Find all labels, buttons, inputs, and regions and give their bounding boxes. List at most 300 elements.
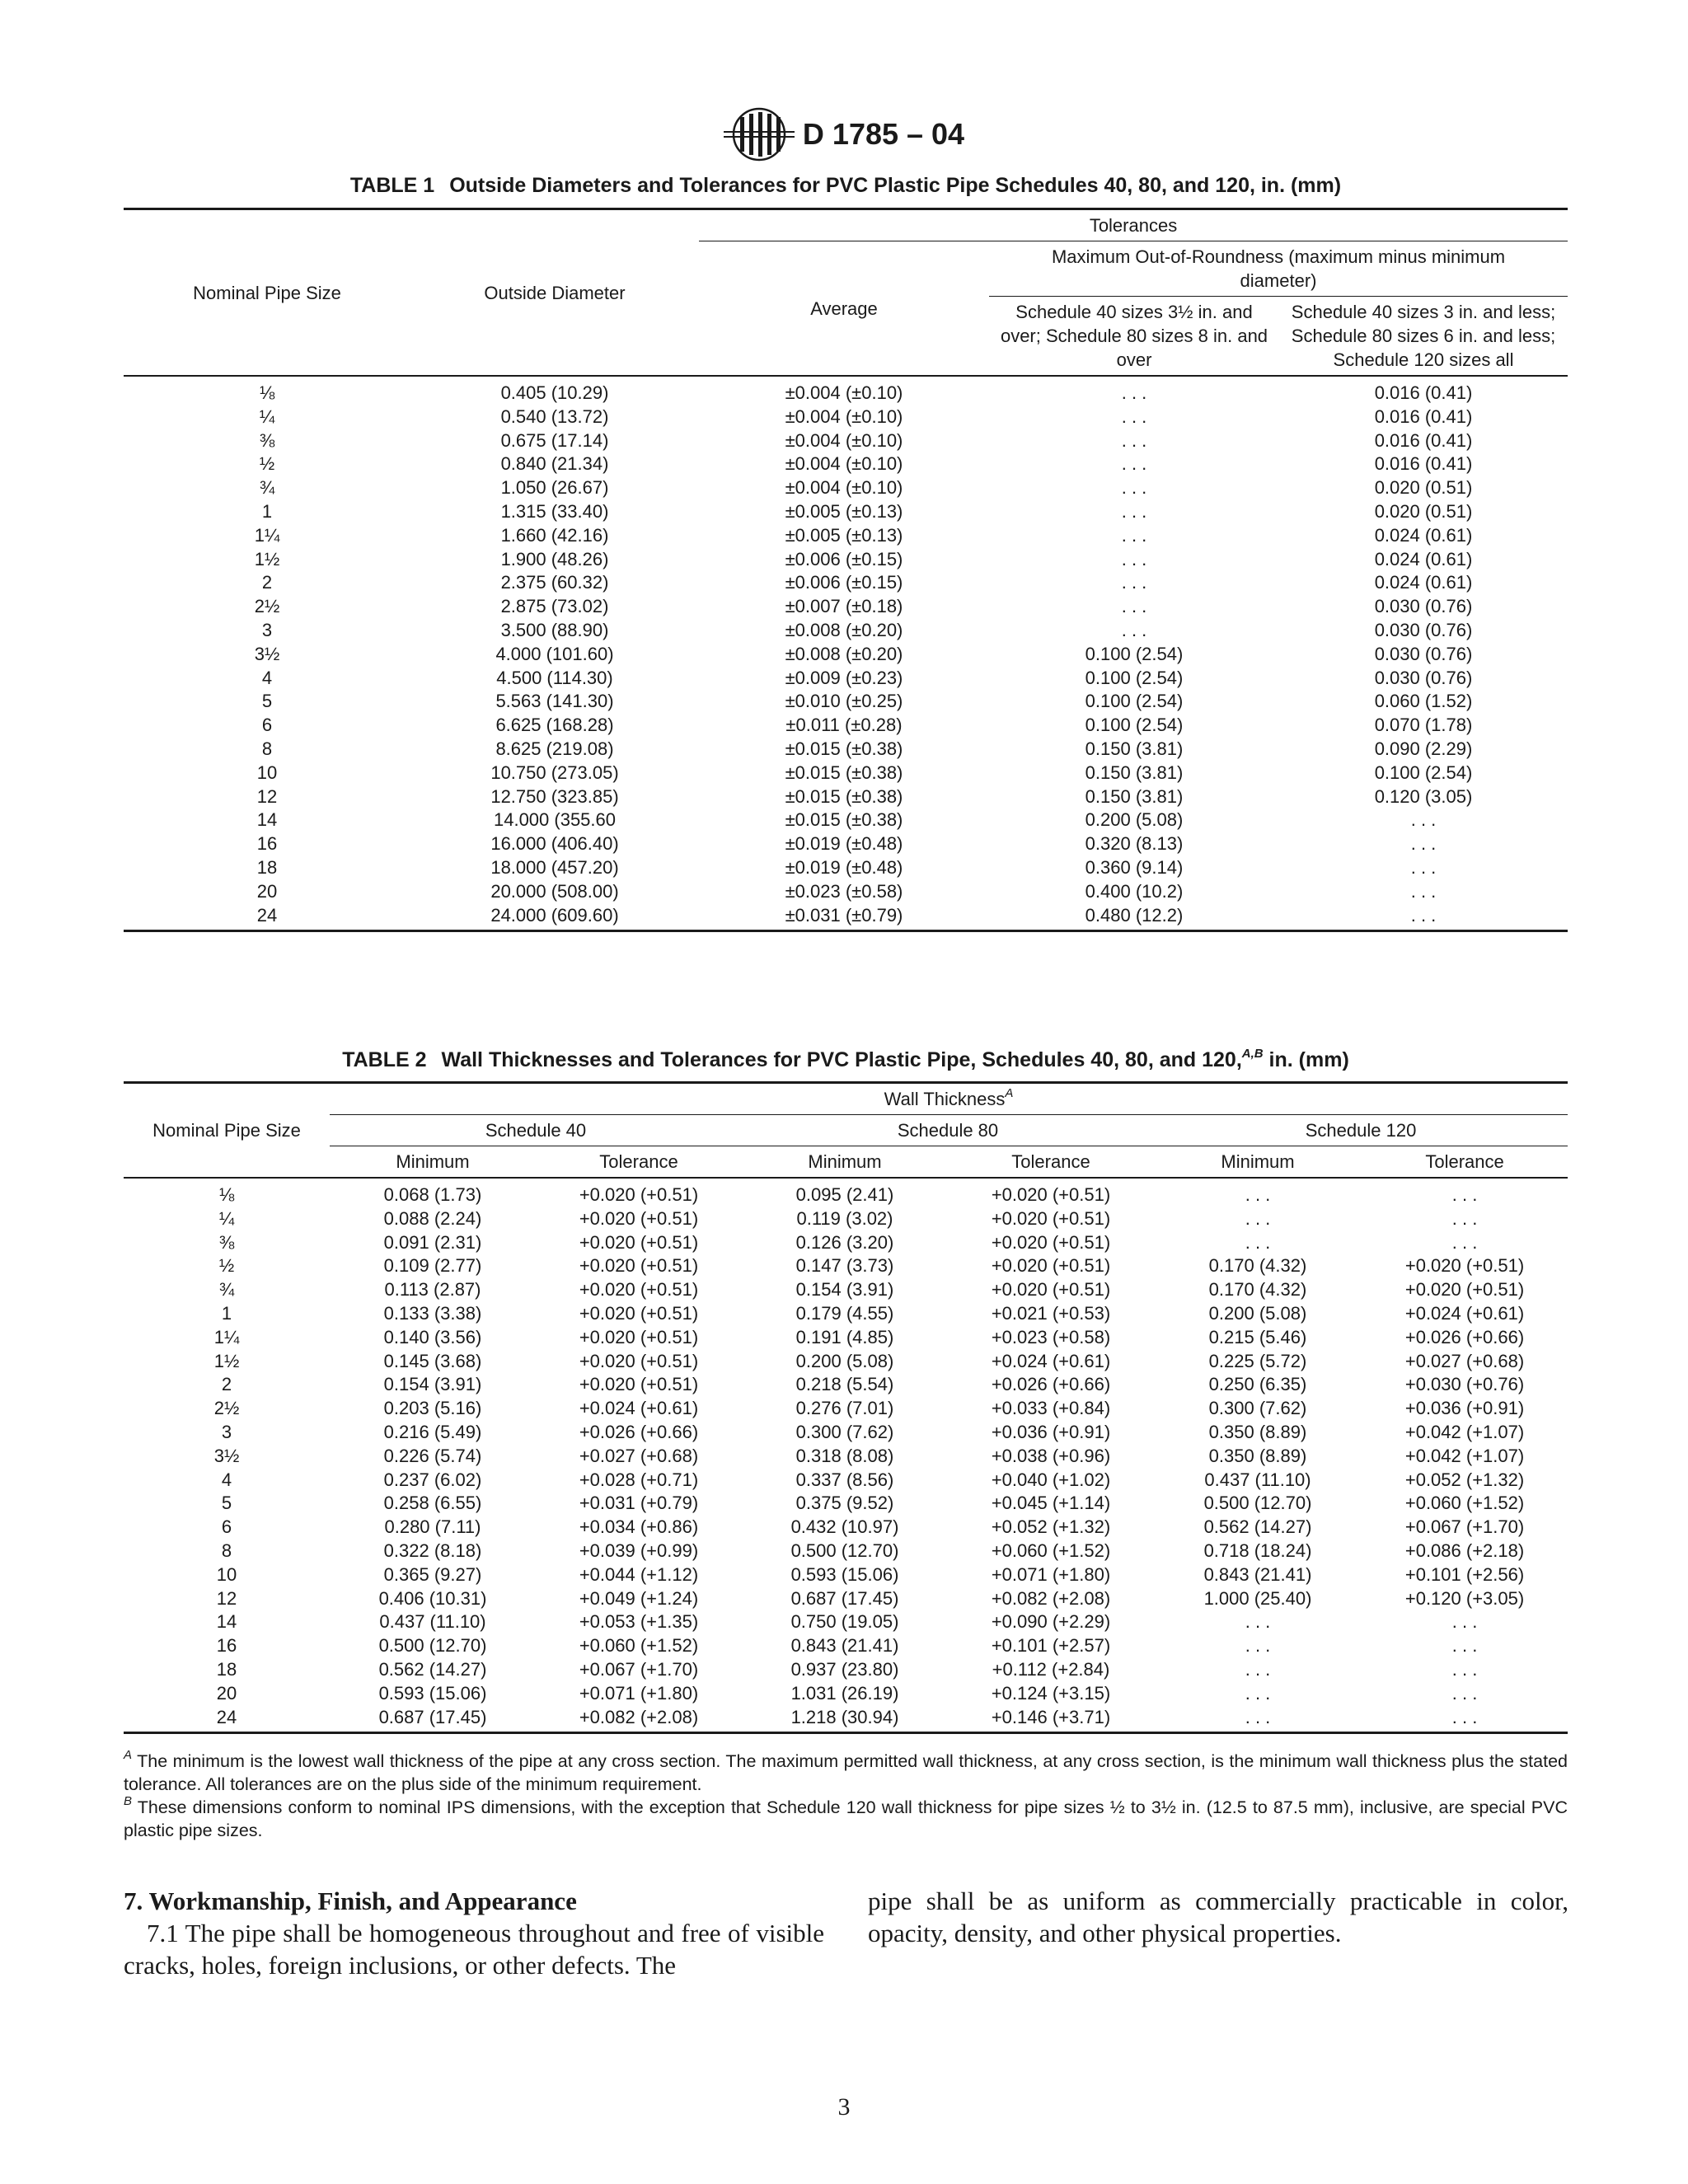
table2-label: TABLE 2 <box>342 1048 427 1071</box>
cell-sch120-minimum: 0.843 (21.41) <box>1203 1563 1312 1585</box>
cell-sch40-tolerance: +0.020 (+0.51) <box>579 1326 699 1347</box>
cell-sch80-tolerance: +0.090 (+2.29) <box>991 1611 1111 1633</box>
cell-average-tolerance: ±0.004 (±0.10) <box>785 429 903 451</box>
cell-sch80-tolerance: +0.045 (+1.14) <box>991 1493 1111 1514</box>
table2-header-sch120-minimum: Minimum <box>1221 1151 1295 1172</box>
cell-outside-diameter: 1.660 (42.16) <box>500 524 609 546</box>
cell-sch80-tolerance: +0.052 (+1.32) <box>991 1516 1111 1538</box>
cell-outside-diameter: 18.000 (457.20) <box>490 856 619 878</box>
cell-outside-diameter: 10.750 (273.05) <box>490 762 619 783</box>
cell-average-tolerance: ±0.015 (±0.38) <box>785 785 903 807</box>
cell-sch120-tolerance: . . . <box>1451 1184 1478 1205</box>
cell-sch80-minimum: 1.031 (26.19) <box>790 1682 899 1704</box>
cell-average-tolerance: ±0.015 (±0.38) <box>785 809 903 831</box>
cell-average-tolerance: ±0.015 (±0.38) <box>785 762 903 783</box>
cell-average-tolerance: ±0.031 (±0.79) <box>699 904 989 931</box>
cell-sch120-minimum: 0.350 (8.89) <box>1208 1445 1307 1466</box>
table1-header-od: Outside Diameter <box>410 209 699 377</box>
footnote-b-mark: B <box>124 1793 133 1808</box>
cell-nominal-size: 10 <box>216 1563 237 1585</box>
table-row <box>124 1373 1568 1397</box>
cell-sch80-minimum: 0.126 (3.20) <box>795 1231 894 1253</box>
astm-logo-icon <box>724 105 795 163</box>
table2-header-sch80-tolerance: Tolerance <box>1011 1151 1090 1172</box>
table-row <box>124 405 1568 429</box>
cell-oor-small-sizes: 0.016 (0.41) <box>1374 429 1473 451</box>
cell-outside-diameter: 5.563 (141.30) <box>495 691 614 712</box>
table2 <box>124 1081 1568 1734</box>
cell-average-tolerance: ±0.005 (±0.13) <box>785 500 903 522</box>
table2-header-sch40-minimum: Minimum <box>396 1151 470 1172</box>
cell-sch80-minimum: 0.687 (17.45) <box>790 1587 899 1609</box>
cell-sch120-tolerance: +0.030 (+0.76) <box>1404 1374 1525 1395</box>
cell-oor-small-sizes: 0.030 (0.76) <box>1374 667 1473 688</box>
cell-outside-diameter: 0.675 (17.14) <box>500 429 609 451</box>
cell-nominal-size: 1½ <box>213 1350 240 1371</box>
cell-sch40-tolerance: +0.053 (+1.35) <box>579 1611 699 1633</box>
footnote-b-text: These dimensions conform to nominal IPS dimensions, with the exception that Schedule 120 wall thickness for pipe sizes ½ to 3½ in. (12.5 to 87.5 mm), inclusive, are special PVC plastic pipe sizes. <box>124 1797 1568 1840</box>
cell-sch120-tolerance: +0.042 (+1.07) <box>1404 1421 1525 1442</box>
cell-oor-large-sizes: 0.150 (3.81) <box>1085 738 1184 759</box>
table-row <box>124 1610 1568 1634</box>
cell-sch40-minimum: 0.088 (2.24) <box>383 1207 482 1229</box>
table1-header-oor-small-line3: Schedule 120 sizes all <box>1333 349 1514 370</box>
cell-sch40-minimum: 0.068 (1.73) <box>383 1184 482 1205</box>
cell-oor-large-sizes: . . . <box>1121 572 1147 593</box>
cell-nominal-size: 24 <box>124 904 410 931</box>
cell-sch80-minimum: 1.218 (30.94) <box>742 1706 948 1733</box>
table-row <box>124 762 1568 785</box>
table2-title-footnote-marks: A,B <box>1241 1046 1264 1061</box>
table-row <box>124 1231 1568 1255</box>
cell-nominal-size: 8 <box>261 738 273 759</box>
cell-sch120-minimum: 0.562 (14.27) <box>1203 1516 1312 1538</box>
cell-sch80-minimum: 0.375 (9.52) <box>795 1493 894 1514</box>
cell-nominal-size: ¼ <box>259 405 275 427</box>
cell-nominal-size: 4 <box>261 667 273 688</box>
cell-nominal-size: 10 <box>256 762 278 783</box>
table-row <box>124 667 1568 691</box>
document-id: D 1785 – 04 <box>802 117 965 151</box>
table-row <box>124 571 1568 595</box>
cell-oor-large-sizes: 0.100 (2.54) <box>1085 667 1184 688</box>
cell-outside-diameter: 2.875 (73.02) <box>500 596 609 617</box>
cell-sch120-tolerance: +0.020 (+0.51) <box>1404 1255 1525 1277</box>
cell-sch120-minimum: 1.000 (25.40) <box>1203 1587 1312 1609</box>
cell-sch80-minimum: 0.843 (21.41) <box>790 1635 899 1657</box>
cell-oor-small-sizes: 0.016 (0.41) <box>1374 405 1473 427</box>
cell-average-tolerance: ±0.004 (±0.10) <box>785 382 903 403</box>
cell-nominal-size: ½ <box>218 1255 235 1277</box>
cell-oor-small-sizes: 0.024 (0.61) <box>1374 548 1473 569</box>
table-row <box>124 808 1568 832</box>
table2-header-sch80: Schedule 80 <box>742 1115 1154 1146</box>
cell-outside-diameter: 0.540 (13.72) <box>500 405 609 427</box>
table2-header-sch120-tolerance: Tolerance <box>1425 1151 1504 1172</box>
cell-sch40-tolerance: +0.020 (+0.51) <box>579 1302 699 1324</box>
table-row <box>124 1492 1568 1516</box>
cell-sch40-tolerance: +0.024 (+0.61) <box>579 1398 699 1419</box>
body-column-left <box>124 1885 824 1981</box>
cell-outside-diameter: 1.900 (48.26) <box>500 548 609 569</box>
cell-sch40-minimum: 0.687 (17.45) <box>330 1706 536 1733</box>
cell-sch120-minimum: 0.170 (4.32) <box>1208 1279 1307 1301</box>
table1-title: Outside Diameters and Tolerances for PVC Plastic Pipe Schedules 40, 80, and 120, in. (mm) <box>449 174 1342 197</box>
cell-oor-small-sizes: 0.020 (0.51) <box>1374 500 1473 522</box>
cell-sch40-minimum: 0.437 (11.10) <box>379 1611 486 1633</box>
table-row <box>124 524 1568 548</box>
cell-sch80-minimum: 0.154 (3.91) <box>795 1279 894 1301</box>
cell-sch120-tolerance: +0.067 (+1.70) <box>1404 1516 1525 1538</box>
cell-sch80-minimum: 0.276 (7.01) <box>795 1398 894 1419</box>
cell-sch80-tolerance: +0.071 (+1.80) <box>991 1563 1111 1585</box>
cell-nominal-size: 16 <box>216 1635 237 1657</box>
cell-sch80-minimum: 0.750 (19.05) <box>790 1611 899 1633</box>
cell-sch40-tolerance: +0.034 (+0.86) <box>579 1516 699 1538</box>
table-row <box>124 1587 1568 1611</box>
cell-sch80-tolerance: +0.021 (+0.53) <box>991 1302 1111 1324</box>
cell-sch40-minimum: 0.322 (8.18) <box>383 1540 482 1561</box>
cell-sch120-tolerance: . . . <box>1451 1207 1478 1229</box>
cell-sch120-minimum: 0.437 (11.10) <box>1204 1469 1311 1490</box>
table2-body <box>124 1178 1568 1733</box>
table2-header-sch40: Schedule 40 <box>330 1115 742 1146</box>
cell-outside-diameter: 12.750 (323.85) <box>490 785 619 807</box>
cell-outside-diameter: 20.000 (508.00) <box>490 880 619 902</box>
table2-header-sch80-minimum: Minimum <box>808 1151 882 1172</box>
cell-sch120-tolerance: +0.086 (+2.18) <box>1404 1540 1525 1561</box>
cell-average-tolerance: ±0.004 (±0.10) <box>785 477 903 499</box>
cell-nominal-size: 24 <box>124 1706 330 1733</box>
cell-sch120-tolerance: +0.120 (+3.05) <box>1404 1587 1525 1609</box>
cell-oor-large-sizes: . . . <box>1121 453 1147 475</box>
cell-oor-small-sizes: 0.060 (1.52) <box>1374 691 1473 712</box>
cell-oor-small-sizes: . . . <box>1410 880 1437 902</box>
page-number: 3 <box>837 2093 851 2121</box>
table1-label: TABLE 1 <box>349 174 435 197</box>
cell-average-tolerance: ±0.007 (±0.18) <box>785 596 903 617</box>
table-row <box>124 1469 1568 1493</box>
cell-oor-small-sizes: 0.090 (2.29) <box>1374 738 1473 759</box>
cell-outside-diameter: 16.000 (406.40) <box>490 833 619 855</box>
table2-caption <box>124 1048 1568 1072</box>
table-row <box>124 1254 1568 1278</box>
cell-sch40-tolerance: +0.049 (+1.24) <box>579 1587 699 1609</box>
cell-sch120-minimum: 0.200 (5.08) <box>1208 1302 1307 1324</box>
cell-sch80-minimum: 0.119 (3.02) <box>796 1207 893 1229</box>
table-row <box>124 500 1568 524</box>
table-row <box>124 1278 1568 1302</box>
table2-footnotes <box>124 1747 1568 1842</box>
cell-sch120-minimum: . . . <box>1245 1207 1271 1229</box>
table1-header-oor-small <box>1279 297 1568 377</box>
cell-sch40-tolerance: +0.020 (+0.51) <box>579 1255 699 1277</box>
cell-oor-small-sizes: 0.030 (0.76) <box>1374 619 1473 640</box>
cell-nominal-size: 4 <box>221 1469 232 1490</box>
cell-sch80-minimum: 0.300 (7.62) <box>795 1421 894 1442</box>
cell-sch80-minimum: 0.593 (15.06) <box>790 1563 899 1585</box>
cell-sch40-minimum: 0.406 (10.31) <box>378 1587 487 1609</box>
cell-oor-small-sizes: . . . <box>1410 833 1437 855</box>
cell-sch40-minimum: 0.237 (6.02) <box>383 1469 482 1490</box>
cell-nominal-size: 12 <box>216 1587 237 1609</box>
table1 <box>124 208 1568 932</box>
table-row <box>124 619 1568 643</box>
cell-sch120-minimum: . . . <box>1245 1658 1271 1680</box>
cell-oor-large-sizes: 0.200 (5.08) <box>1085 809 1184 831</box>
cell-sch80-tolerance: +0.020 (+0.51) <box>991 1255 1111 1277</box>
cell-sch80-tolerance: +0.033 (+0.84) <box>991 1398 1111 1419</box>
cell-sch80-tolerance: +0.036 (+0.91) <box>991 1421 1111 1442</box>
cell-sch40-minimum: 0.365 (9.27) <box>383 1563 482 1585</box>
cell-sch80-minimum: 0.432 (10.97) <box>790 1516 899 1538</box>
cell-sch120-tolerance: . . . <box>1451 1682 1478 1704</box>
table2-header-nominal: Nominal Pipe Size <box>124 1083 330 1179</box>
cell-oor-small-sizes: 0.016 (0.41) <box>1374 453 1473 475</box>
cell-sch120-minimum: . . . <box>1245 1682 1271 1704</box>
cell-nominal-size: 2 <box>221 1374 232 1395</box>
cell-oor-large-sizes: . . . <box>1121 477 1147 499</box>
table-row <box>124 476 1568 500</box>
cell-outside-diameter: 4.000 (101.60) <box>495 643 614 664</box>
cell-sch40-tolerance: +0.067 (+1.70) <box>579 1658 699 1680</box>
cell-oor-large-sizes: 0.400 (10.2) <box>1085 880 1184 902</box>
cell-outside-diameter: 0.405 (10.29) <box>500 382 609 403</box>
cell-sch80-tolerance: +0.060 (+1.52) <box>991 1540 1111 1561</box>
cell-sch80-tolerance: +0.020 (+0.51) <box>991 1207 1111 1229</box>
cell-nominal-size: 18 <box>256 856 278 878</box>
cell-sch40-tolerance: +0.020 (+0.51) <box>579 1374 699 1395</box>
footnote-a-text: The minimum is the lowest wall thickness of the pipe at any cross section. The maximum permitted wall thickness, at any cross section, is the minimum wall thickness plus the stated tolerance. All tolerances are on the plus side of the minimum requirement. <box>124 1751 1568 1794</box>
cell-nominal-size: 3½ <box>254 643 280 664</box>
cell-nominal-size: 20 <box>216 1682 237 1704</box>
cell-oor-large-sizes: . . . <box>1121 548 1147 569</box>
table-row <box>124 1302 1568 1326</box>
cell-nominal-size: 12 <box>256 785 278 807</box>
cell-average-tolerance: ±0.006 (±0.15) <box>785 572 903 593</box>
table-row <box>124 1445 1568 1469</box>
table-row <box>124 1397 1568 1421</box>
cell-nominal-size: 14 <box>216 1611 237 1633</box>
cell-sch40-tolerance: +0.044 (+1.12) <box>579 1563 699 1585</box>
cell-oor-large-sizes: . . . <box>1121 524 1147 546</box>
cell-sch80-minimum: 0.095 (2.41) <box>795 1184 894 1205</box>
cell-sch120-minimum: . . . <box>1245 1184 1271 1205</box>
table-row <box>124 1207 1568 1231</box>
cell-nominal-size: 6 <box>261 715 273 736</box>
cell-sch40-tolerance: +0.020 (+0.51) <box>579 1279 699 1301</box>
cell-nominal-size: 3½ <box>213 1445 240 1466</box>
cell-oor-large-sizes: . . . <box>1121 596 1147 617</box>
cell-oor-large-sizes: 0.100 (2.54) <box>1085 715 1184 736</box>
table-row <box>124 643 1568 667</box>
cell-nominal-size: ⅛ <box>218 1184 235 1205</box>
cell-sch120-minimum: 0.300 (7.62) <box>1208 1398 1307 1419</box>
cell-sch80-tolerance: +0.124 (+3.15) <box>991 1682 1111 1704</box>
footnote-a-mark: A <box>124 1747 133 1762</box>
cell-sch80-tolerance: +0.146 (+3.71) <box>948 1706 1154 1733</box>
cell-oor-large-sizes: 0.100 (2.54) <box>1085 643 1184 664</box>
cell-sch40-minimum: 0.226 (5.74) <box>383 1445 482 1466</box>
cell-nominal-size: 2½ <box>254 596 280 617</box>
cell-sch80-tolerance: +0.020 (+0.51) <box>991 1279 1111 1301</box>
cell-outside-diameter: 24.000 (609.60) <box>410 904 699 931</box>
cell-sch120-tolerance: . . . <box>1451 1611 1478 1633</box>
cell-nominal-size: 18 <box>216 1658 237 1680</box>
table2-header-sch40-tolerance: Tolerance <box>599 1151 678 1172</box>
cell-outside-diameter: 2.375 (60.32) <box>500 572 609 593</box>
cell-sch120-minimum: 0.250 (6.35) <box>1208 1374 1307 1395</box>
cell-oor-small-sizes: 0.024 (0.61) <box>1374 572 1473 593</box>
cell-sch40-minimum: 0.258 (6.55) <box>383 1493 482 1514</box>
cell-oor-large-sizes: . . . <box>1121 500 1147 522</box>
cell-sch40-tolerance: +0.060 (+1.52) <box>579 1635 699 1657</box>
cell-sch40-minimum: 0.145 (3.68) <box>383 1350 482 1371</box>
cell-oor-large-sizes: . . . <box>1121 382 1147 403</box>
table-row <box>124 690 1568 714</box>
table2-title-units: in. (mm) <box>1263 1048 1349 1071</box>
table-row <box>124 880 1568 904</box>
cell-sch40-minimum: 0.216 (5.49) <box>383 1421 482 1442</box>
cell-outside-diameter: 4.500 (114.30) <box>496 667 613 688</box>
cell-oor-large-sizes: 0.480 (12.2) <box>989 904 1279 931</box>
cell-oor-small-sizes: . . . <box>1279 904 1568 931</box>
cell-sch80-tolerance: +0.101 (+2.57) <box>991 1635 1111 1657</box>
cell-sch80-minimum: 0.191 (4.85) <box>795 1326 894 1347</box>
table2-header-wall-label: Wall Thickness <box>884 1089 1006 1109</box>
cell-nominal-size: 2½ <box>213 1398 240 1419</box>
table-row <box>124 1326 1568 1350</box>
cell-sch80-tolerance: +0.038 (+0.96) <box>991 1445 1111 1466</box>
table-row <box>124 1350 1568 1374</box>
cell-sch120-minimum: . . . <box>1245 1635 1271 1657</box>
cell-nominal-size: 5 <box>261 691 273 712</box>
cell-outside-diameter: 1.050 (26.67) <box>500 477 609 499</box>
cell-average-tolerance: ±0.004 (±0.10) <box>785 405 903 427</box>
cell-oor-large-sizes: 0.150 (3.81) <box>1085 762 1184 783</box>
table2-title: Wall Thicknesses and Tolerances for PVC Plastic Pipe, Schedules 40, 80, and 120, <box>441 1048 1242 1071</box>
cell-outside-diameter: 6.625 (168.28) <box>495 715 614 736</box>
cell-nominal-size: 1 <box>221 1302 232 1324</box>
table-row <box>124 452 1568 476</box>
cell-sch40-minimum: 0.562 (14.27) <box>378 1658 487 1680</box>
cell-sch120-minimum: 0.170 (4.32) <box>1208 1255 1307 1277</box>
cell-sch80-tolerance: +0.024 (+0.61) <box>991 1350 1111 1371</box>
cell-sch40-minimum: 0.280 (7.11) <box>384 1516 481 1538</box>
cell-nominal-size: ⅜ <box>259 429 275 451</box>
cell-nominal-size: 5 <box>221 1493 232 1514</box>
cell-average-tolerance: ±0.008 (±0.20) <box>785 619 903 640</box>
cell-sch40-tolerance: +0.027 (+0.68) <box>579 1445 699 1466</box>
cell-sch80-minimum: 0.200 (5.08) <box>795 1350 894 1371</box>
table-row <box>124 738 1568 762</box>
cell-sch40-tolerance: +0.020 (+0.51) <box>579 1231 699 1253</box>
table1-header-oor-large: Schedule 40 sizes 3½ in. and over; Schedule 80 sizes 8 in. and over <box>1000 302 1268 370</box>
table1-caption <box>124 174 1568 198</box>
cell-sch40-tolerance: +0.071 (+1.80) <box>579 1682 699 1704</box>
cell-sch80-tolerance: +0.082 (+2.08) <box>991 1587 1111 1609</box>
cell-sch120-minimum: 0.718 (18.24) <box>1203 1540 1312 1561</box>
cell-sch120-minimum: 0.350 (8.89) <box>1208 1421 1307 1442</box>
cell-sch120-tolerance: . . . <box>1451 1658 1478 1680</box>
cell-sch40-tolerance: +0.020 (+0.51) <box>579 1184 699 1205</box>
cell-nominal-size: 6 <box>221 1516 232 1538</box>
cell-sch120-minimum: 0.500 (12.70) <box>1203 1493 1312 1514</box>
cell-oor-small-sizes: 0.030 (0.76) <box>1374 643 1473 664</box>
cell-oor-large-sizes: 0.100 (2.54) <box>1085 691 1184 712</box>
cell-sch40-tolerance: +0.031 (+0.79) <box>579 1493 699 1514</box>
cell-outside-diameter: 1.315 (33.40) <box>500 500 609 522</box>
cell-oor-small-sizes: 0.020 (0.51) <box>1374 477 1473 499</box>
cell-average-tolerance: ±0.009 (±0.23) <box>785 667 903 688</box>
table1-body <box>124 376 1568 931</box>
table2-header-wall-footnote: A <box>1005 1085 1014 1100</box>
cell-oor-small-sizes: 0.030 (0.76) <box>1374 596 1473 617</box>
cell-sch120-tolerance: +0.052 (+1.32) <box>1404 1469 1525 1490</box>
cell-nominal-size: 1 <box>261 500 273 522</box>
cell-sch80-tolerance: +0.020 (+0.51) <box>991 1184 1111 1205</box>
table-row <box>124 904 1568 931</box>
cell-nominal-size: 8 <box>221 1540 232 1561</box>
cell-average-tolerance: ±0.023 (±0.58) <box>785 880 903 902</box>
cell-sch120-minimum: 0.225 (5.72) <box>1208 1350 1307 1371</box>
cell-sch120-tolerance: +0.027 (+0.68) <box>1404 1350 1525 1371</box>
cell-outside-diameter: 3.500 (88.90) <box>500 619 609 640</box>
cell-sch80-minimum: 0.318 (8.08) <box>795 1445 894 1466</box>
cell-oor-large-sizes: . . . <box>1121 429 1147 451</box>
table1-header-oor-small-line1: Schedule 40 sizes 3 in. and less; <box>1291 302 1556 322</box>
cell-nominal-size: ¼ <box>218 1207 235 1229</box>
cell-sch120-tolerance: +0.042 (+1.07) <box>1404 1445 1525 1466</box>
footnote-a <box>124 1747 1568 1796</box>
cell-oor-small-sizes: 0.070 (1.78) <box>1374 715 1473 736</box>
table-row <box>124 548 1568 572</box>
section-heading: 7. Workmanship, Finish, and Appearance <box>124 1886 577 1915</box>
cell-nominal-size: 2 <box>261 572 273 593</box>
cell-average-tolerance: ±0.004 (±0.10) <box>785 453 903 475</box>
cell-average-tolerance: ±0.008 (±0.20) <box>785 643 903 664</box>
section-paragraph-part1: 7.1 The pipe shall be homogeneous throughout and free of visible cracks, holes, foreign inclusions, or other defects. The <box>124 1919 824 1980</box>
table-row <box>124 1516 1568 1540</box>
cell-oor-large-sizes: . . . <box>1121 619 1147 640</box>
cell-sch120-tolerance: +0.060 (+1.52) <box>1404 1493 1525 1514</box>
cell-sch120-tolerance: +0.036 (+0.91) <box>1404 1398 1525 1419</box>
cell-sch40-minimum: 0.109 (2.77) <box>383 1255 482 1277</box>
cell-nominal-size: ⅛ <box>259 382 275 403</box>
cell-nominal-size: 3 <box>261 619 273 640</box>
cell-sch120-tolerance: +0.020 (+0.51) <box>1404 1279 1525 1301</box>
cell-oor-large-sizes: 0.360 (9.14) <box>1085 856 1184 878</box>
cell-sch80-minimum: 0.937 (23.80) <box>790 1658 899 1680</box>
table1-header-nominal: Nominal Pipe Size <box>124 209 410 377</box>
cell-nominal-size: 1¼ <box>254 524 280 546</box>
table1-header-tolerances: Tolerances <box>699 209 1568 241</box>
cell-sch120-minimum: . . . <box>1245 1231 1271 1253</box>
cell-sch40-minimum: 0.133 (3.38) <box>383 1302 482 1324</box>
cell-sch40-minimum: 0.113 (2.87) <box>384 1279 481 1301</box>
cell-average-tolerance: ±0.015 (±0.38) <box>785 738 903 759</box>
cell-sch40-minimum: 0.593 (15.06) <box>378 1682 487 1704</box>
cell-outside-diameter: 8.625 (219.08) <box>495 738 614 759</box>
table-row <box>124 376 1568 405</box>
table-row <box>124 1540 1568 1563</box>
cell-sch40-minimum: 0.091 (2.31) <box>383 1231 482 1253</box>
table-row <box>124 1178 1568 1207</box>
table1-header-oor-small-line2: Schedule 80 sizes 6 in. and less; <box>1291 326 1556 346</box>
cell-average-tolerance: ±0.011 (±0.28) <box>785 715 903 736</box>
cell-nominal-size: 1½ <box>254 548 280 569</box>
table-row <box>124 1706 1568 1733</box>
